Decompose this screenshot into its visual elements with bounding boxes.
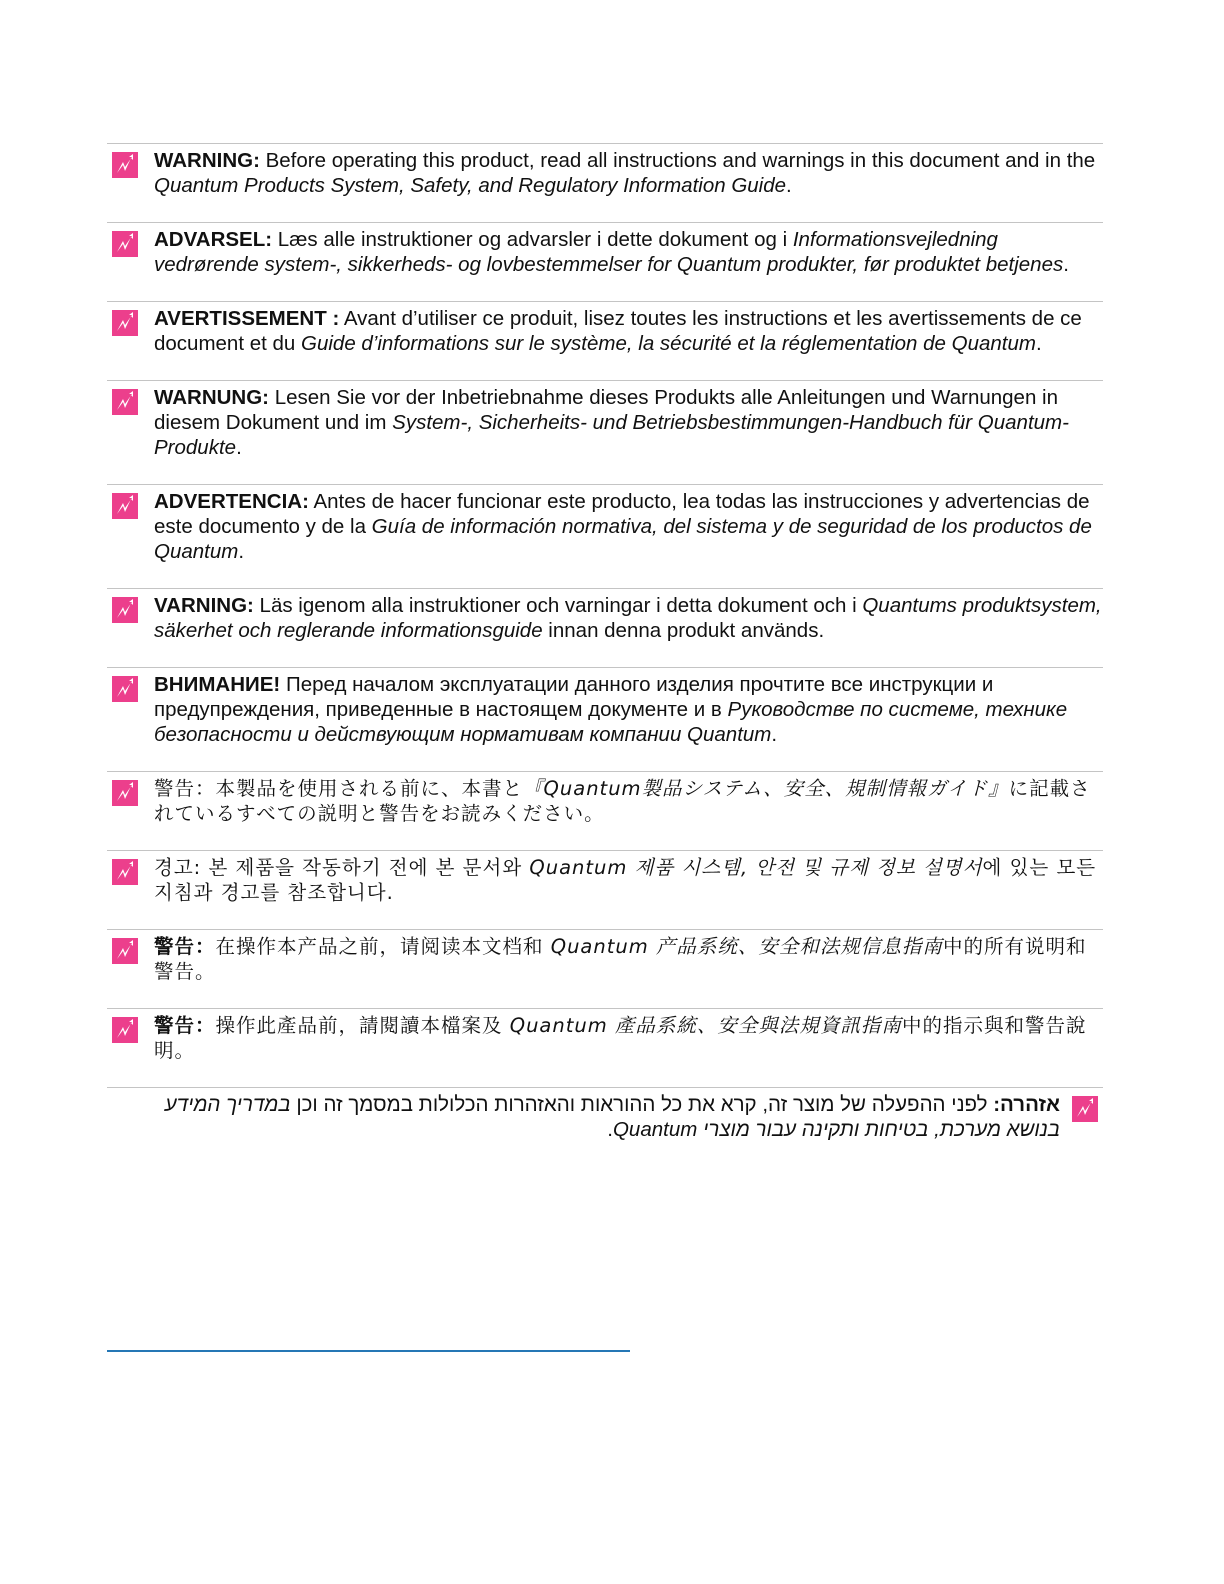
- warning-body: Перед началом эксплуатации данного изделия прочтите все инструкции и предупреждения, приведенные в настоящем документе и в: [154, 673, 994, 721]
- warning-body: .: [786, 174, 792, 197]
- warning-text: [154, 306, 1103, 356]
- warning-he: [107, 1087, 1103, 1166]
- warning-label: WARNING:: [154, 149, 260, 172]
- warnings-list: [107, 143, 1103, 1166]
- electrical-hazard-icon: [112, 152, 138, 178]
- electrical-hazard-icon: [112, 310, 138, 336]
- warning-body: 操作此產品前，請閱讀本檔案及: [215, 1014, 510, 1037]
- guide-title: Руководстве по системе, технике безопасности и действующим нормативам компании Quantum: [154, 698, 1068, 746]
- electrical-hazard-icon: [112, 389, 138, 415]
- electrical-hazard-icon: [112, 231, 138, 257]
- warning-label: AVERTISSEMENT :: [154, 307, 340, 330]
- warning-text: [154, 776, 1103, 826]
- warning-body: Avant d’utiliser ce produit, lisez toutes les instructions et les avertissements de ce document et du: [154, 307, 1082, 355]
- electrical-hazard-icon: [112, 780, 138, 806]
- warning-body: לפני ההפעלה של מוצר זה, קרא את כל ההוראות והאזהרות הכלולות במסמך זה וכן: [290, 1093, 994, 1116]
- warning-body: 中的指示與和警告說明。: [154, 1014, 1087, 1062]
- warning-text: [154, 1013, 1103, 1063]
- warning-body: Before operating this product, read all instructions and warnings in this document and in the: [259, 149, 1096, 172]
- electrical-hazard-icon: [112, 938, 138, 964]
- warning-text: [154, 934, 1103, 984]
- warning-text: [154, 227, 1103, 277]
- guide-title: Guide d’informations sur le système, la sécurité et la réglementation de Quantum: [301, 332, 1036, 355]
- warning-body: .: [771, 723, 778, 746]
- electrical-hazard-icon: [112, 493, 138, 519]
- guide-title: Informationsvejledning vedrørende system-, sikkerheds- og lovbestemmelser for Quantum produkter, før produktet betjenes: [154, 228, 1064, 276]
- electrical-hazard-icon: [112, 859, 138, 885]
- warning-body: 中的所有说明和警告。: [154, 935, 1087, 983]
- warning-text: [154, 672, 1103, 747]
- electrical-hazard-icon: [112, 676, 138, 702]
- warning-body: .: [236, 436, 242, 459]
- warning-body: 경고: 본 제품을 작동하기 전에 본 문서와: [154, 856, 530, 879]
- warning-label: ADVERTENCIA:: [154, 490, 309, 513]
- warning-da: [107, 222, 1103, 301]
- warning-label: 警告：: [154, 1014, 216, 1037]
- warning-text: [107, 1092, 1060, 1142]
- warning-body: 警告: [154, 777, 196, 800]
- footer-rule: [107, 1350, 630, 1352]
- warning-label: ВНИМАНИЕ!: [154, 673, 281, 696]
- warning-sv: [107, 588, 1103, 667]
- guide-title: Quantums produktsystem, säkerhet och reglerande informationsguide: [154, 594, 1102, 642]
- guide-title: Quantum Products System, Safety, and Regulatory Information Guide: [154, 174, 787, 197]
- warning-text: [154, 148, 1103, 198]
- warning-body: .: [1035, 332, 1042, 355]
- warning-zh-Hant: [107, 1008, 1103, 1087]
- warning-text: [154, 593, 1103, 643]
- warning-label: אזהרה:: [993, 1093, 1060, 1116]
- guide-title: System-, Sicherheits- und Betriebsbestimmungen-Handbuch für Quantum-Produkte: [154, 411, 1069, 459]
- warning-body: ：本製品を使用される前に、本書と: [195, 777, 524, 800]
- guide-title: במדריך המידע בנושא מערכת, בטיחות ותקינה עבור מוצרי Quantum: [164, 1093, 1060, 1141]
- warning-body: Läs igenom alla instruktioner och varningar i detta dokument och i: [253, 594, 863, 617]
- warning-body: に記載されているすべての説明と警告をお読みください。: [154, 777, 1091, 825]
- guide-title: Quantum 제품 시스템, 안전 및 규제 정보 설명서: [529, 856, 983, 879]
- warning-en: [107, 143, 1103, 222]
- warning-body: 에 있는 모든 지침과 경고를 참조합니다.: [154, 856, 1097, 904]
- warning-body: .: [238, 540, 245, 563]
- warning-text: [154, 385, 1103, 460]
- warning-ru: [107, 667, 1103, 771]
- warning-fr: [107, 301, 1103, 380]
- warning-body: .: [607, 1118, 613, 1141]
- guide-title: Quantum 產品系統、安全與法規資訊指南: [509, 1014, 902, 1037]
- warning-zh-Hans: [107, 929, 1103, 1008]
- warning-label: WARNUNG:: [154, 386, 270, 409]
- warning-label: 警告：: [154, 935, 216, 958]
- warning-text: [154, 855, 1103, 905]
- electrical-hazard-icon: [1072, 1096, 1098, 1122]
- electrical-hazard-icon: [112, 1017, 138, 1043]
- warning-body: Antes de hacer funcionar este producto, lea todas las instrucciones y advertencias de este documento y de la: [154, 490, 1090, 538]
- warning-label: VARNING:: [154, 594, 254, 617]
- warning-body: 在操作本产品之前，请阅读本文档和: [215, 935, 551, 958]
- guide-title: Quantum 产品系统、安全和法规信息指南: [550, 935, 943, 958]
- warning-de: [107, 380, 1103, 484]
- guide-title: Guía de información normativa, del sistema y de seguridad de los productos de Quantum: [154, 515, 1092, 563]
- warning-body: innan denna produkt används.: [542, 619, 825, 642]
- warning-ko: [107, 850, 1103, 929]
- warning-es: [107, 484, 1103, 588]
- warning-body: Læs alle instruktioner og advarsler i dette dokument og i: [272, 228, 793, 251]
- guide-title: 『Quantum製品システム、安全、規制情報ガイド』: [523, 777, 1009, 800]
- warning-text: [154, 489, 1103, 564]
- warning-label: ADVARSEL:: [154, 228, 273, 251]
- warning-body: .: [1063, 253, 1069, 276]
- warning-ja: [107, 771, 1103, 850]
- warning-body: Lesen Sie vor der Inbetriebnahme dieses Produkts alle Anleitungen und Warnungen in diesem Dokument und im: [154, 386, 1059, 434]
- electrical-hazard-icon: [112, 597, 138, 623]
